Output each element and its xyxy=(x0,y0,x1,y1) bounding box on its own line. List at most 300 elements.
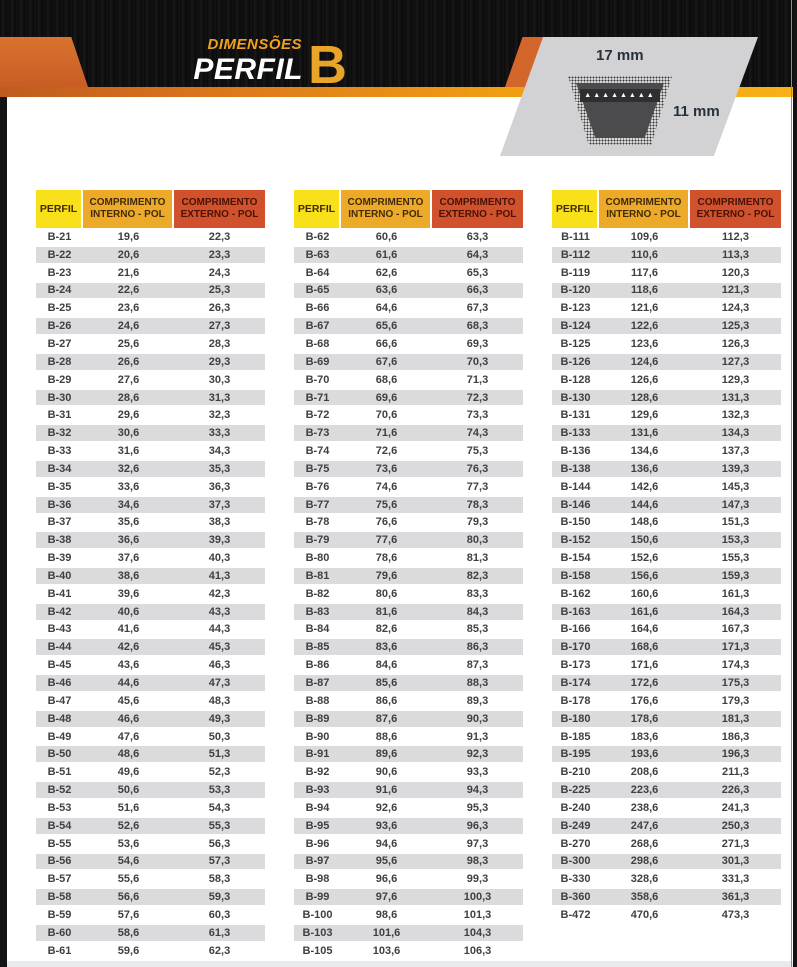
perfil-cell: B-98 xyxy=(305,873,330,886)
externo-cell: 75,3 xyxy=(466,445,489,458)
externo-cell: 48,3 xyxy=(208,694,231,707)
perfil-cell: B-99 xyxy=(305,891,330,904)
table-row xyxy=(294,246,523,264)
interno-cell: 126,6 xyxy=(630,373,659,386)
perfil-cell: B-144 xyxy=(560,480,591,493)
perfil-cell: B-95 xyxy=(305,819,330,832)
table-row xyxy=(36,710,265,728)
perfil-cell: B-78 xyxy=(305,516,330,529)
interno-cell: 27,6 xyxy=(117,373,140,386)
externo-cell: 82,3 xyxy=(466,569,489,582)
interno-cell: 101,6 xyxy=(372,926,401,939)
belt-cords-icon: ▲▲▲▲▲▲▲▲ xyxy=(580,89,660,102)
interno-cell: 68,6 xyxy=(375,373,398,386)
perfil-cell: B-35 xyxy=(47,480,72,493)
perfil-cell: B-57 xyxy=(47,873,72,886)
externo-cell: 113,3 xyxy=(722,248,749,261)
externo-cell: 147,3 xyxy=(721,498,750,511)
interno-cell: 92,6 xyxy=(375,801,398,814)
table-header xyxy=(36,190,265,228)
interno-cell: 85,6 xyxy=(375,677,398,690)
perfil-cell: B-94 xyxy=(305,801,330,814)
table-row xyxy=(552,906,781,924)
table-row xyxy=(552,424,781,442)
interno-cell: 176,6 xyxy=(630,694,659,707)
table-row xyxy=(552,674,781,692)
interno-cell: 121,6 xyxy=(630,302,659,315)
interno-cell: 66,6 xyxy=(375,337,398,350)
perfil-cell: B-330 xyxy=(560,873,591,886)
interno-cell: 208,6 xyxy=(630,766,659,779)
perfil-cell: B-22 xyxy=(47,248,72,261)
table-row xyxy=(552,621,781,639)
perfil-cell: B-74 xyxy=(305,445,330,458)
perfil-cell: B-360 xyxy=(560,891,591,904)
perfil-cell: B-21 xyxy=(47,230,72,243)
table-row xyxy=(552,638,781,656)
perfil-cell: B-60 xyxy=(47,926,72,939)
interno-cell: 29,6 xyxy=(117,409,140,422)
page-title: PERFIL xyxy=(193,53,303,86)
perfil-cell: B-46 xyxy=(47,677,72,690)
perfil-cell: B-56 xyxy=(47,855,72,868)
perfil-cell: B-59 xyxy=(47,908,72,921)
externo-cell: 35,3 xyxy=(208,462,231,475)
interno-cell: 88,6 xyxy=(375,730,398,743)
table-row xyxy=(294,870,523,888)
perfil-cell: B-185 xyxy=(560,730,591,743)
externo-cell: 72,3 xyxy=(466,391,489,404)
perfil-cell: B-27 xyxy=(47,337,72,350)
table-row xyxy=(36,549,265,567)
table-row xyxy=(294,710,523,728)
perfil-cell: B-150 xyxy=(560,516,591,529)
perfil-cell: B-49 xyxy=(47,730,72,743)
table-row xyxy=(552,496,781,514)
table-row xyxy=(36,531,265,549)
table-row xyxy=(294,460,523,478)
externo-cell: 179,3 xyxy=(721,694,750,707)
interno-cell: 83,6 xyxy=(375,641,398,654)
perfil-cell: B-131 xyxy=(560,409,591,422)
table-row xyxy=(552,460,781,478)
perfil-cell: B-58 xyxy=(47,891,72,904)
interno-cell: 57,6 xyxy=(117,908,140,921)
table-row xyxy=(36,567,265,585)
externo-cell: 22,3 xyxy=(208,230,231,243)
table-row xyxy=(36,799,265,817)
table-row xyxy=(36,870,265,888)
interno-cell: 37,6 xyxy=(117,552,140,565)
interno-cell: 98,6 xyxy=(375,908,398,921)
table-row xyxy=(552,228,781,246)
externo-cell: 56,3 xyxy=(208,837,231,850)
externo-cell: 67,3 xyxy=(466,302,489,315)
perfil-cell: B-42 xyxy=(47,605,72,618)
interno-cell: 34,6 xyxy=(117,498,140,511)
perfil-cell: B-146 xyxy=(560,498,591,511)
page-edge-bottom xyxy=(0,961,797,967)
interno-cell: 148,6 xyxy=(630,516,659,529)
externo-cell: 31,3 xyxy=(208,391,231,404)
externo-cell: 28,3 xyxy=(208,337,231,350)
interno-cell: 122,6 xyxy=(630,320,659,333)
interno-cell: 67,6 xyxy=(375,355,398,368)
interno-cell: 86,6 xyxy=(375,694,398,707)
perfil-cell: B-472 xyxy=(560,908,591,921)
externo-cell: 127,3 xyxy=(721,355,750,368)
perfil-cell: B-64 xyxy=(305,266,330,279)
interno-cell: 172,6 xyxy=(630,677,659,690)
table-body xyxy=(294,228,523,960)
table-row xyxy=(36,603,265,621)
interno-cell: 160,6 xyxy=(630,587,659,600)
interno-cell: 24,6 xyxy=(117,320,140,333)
perfil-cell: B-67 xyxy=(305,320,330,333)
table-row xyxy=(294,478,523,496)
table-row xyxy=(294,638,523,656)
interno-cell: 31,6 xyxy=(117,445,140,458)
externo-cell: 90,3 xyxy=(466,712,489,725)
externo-cell: 34,3 xyxy=(208,445,231,458)
interno-cell: 82,6 xyxy=(375,623,398,636)
externo-cell: 52,3 xyxy=(208,766,231,779)
externo-cell: 161,3 xyxy=(721,587,750,600)
interno-cell: 328,6 xyxy=(630,873,659,886)
dimension-label-side: 11 mm xyxy=(673,103,720,120)
interno-cell: 124,6 xyxy=(630,355,659,368)
interno-cell: 76,6 xyxy=(375,516,398,529)
externo-cell: 40,3 xyxy=(208,552,231,565)
table-row xyxy=(552,478,781,496)
externo-cell: 38,3 xyxy=(208,516,231,529)
table-body xyxy=(36,228,265,960)
perfil-cell: B-158 xyxy=(560,569,591,582)
externo-cell: 26,3 xyxy=(208,302,231,315)
perfil-cell: B-152 xyxy=(560,534,591,547)
interno-cell: 73,6 xyxy=(375,462,398,475)
interno-cell: 93,6 xyxy=(375,819,398,832)
interno-cell: 152,6 xyxy=(630,552,659,565)
perfil-cell: B-128 xyxy=(560,373,591,386)
externo-cell: 94,3 xyxy=(466,784,489,797)
perfil-cell: B-54 xyxy=(47,819,72,832)
interno-cell: 64,6 xyxy=(375,302,398,315)
table-row xyxy=(294,549,523,567)
perfil-cell: B-30 xyxy=(47,391,72,404)
externo-cell: 167,3 xyxy=(721,623,750,636)
externo-cell: 121,3 xyxy=(721,284,750,297)
externo-cell: 49,3 xyxy=(208,712,231,725)
interno-cell: 96,6 xyxy=(375,873,398,886)
profile-letter: B xyxy=(308,35,347,95)
perfil-cell: B-111 xyxy=(561,230,590,243)
perfil-cell: B-41 xyxy=(47,587,72,600)
externo-cell: 120,3 xyxy=(721,266,750,279)
interno-cell: 298,6 xyxy=(630,855,659,868)
perfil-cell: B-112 xyxy=(560,248,591,261)
perfil-cell: B-26 xyxy=(47,320,72,333)
perfil-cell: B-79 xyxy=(305,534,330,547)
table-row xyxy=(552,710,781,728)
col-header-perfil: PERFIL xyxy=(294,190,339,228)
perfil-cell: B-52 xyxy=(47,784,72,797)
externo-cell: 27,3 xyxy=(208,320,231,333)
perfil-cell: B-138 xyxy=(560,462,591,475)
interno-cell: 74,6 xyxy=(375,480,398,493)
externo-cell: 131,3 xyxy=(721,391,750,404)
table-row xyxy=(36,817,265,835)
externo-cell: 46,3 xyxy=(208,659,231,672)
interno-cell: 65,6 xyxy=(375,320,398,333)
perfil-cell: B-170 xyxy=(560,641,591,654)
perfil-cell: B-31 xyxy=(47,409,72,422)
externo-cell: 186,3 xyxy=(721,730,750,743)
perfil-cell: B-173 xyxy=(560,659,591,672)
externo-cell: 60,3 xyxy=(208,908,231,921)
externo-cell: 99,3 xyxy=(466,873,489,886)
table-row xyxy=(552,835,781,853)
table-row xyxy=(36,424,265,442)
table-row xyxy=(36,389,265,407)
externo-cell: 32,3 xyxy=(208,409,231,422)
interno-cell: 39,6 xyxy=(117,587,140,600)
table-row xyxy=(36,853,265,871)
perfil-cell: B-24 xyxy=(47,284,72,297)
perfil-cell: B-83 xyxy=(305,605,330,618)
externo-cell: 41,3 xyxy=(208,569,231,582)
externo-cell: 87,3 xyxy=(466,659,489,672)
externo-cell: 129,3 xyxy=(721,373,750,386)
page-edge-left xyxy=(0,97,7,967)
perfil-cell: B-80 xyxy=(305,552,330,565)
interno-cell: 40,6 xyxy=(117,605,140,618)
table-row xyxy=(294,835,523,853)
interno-cell: 84,6 xyxy=(375,659,398,672)
externo-cell: 55,3 xyxy=(208,819,231,832)
externo-cell: 61,3 xyxy=(208,926,231,939)
perfil-cell: B-90 xyxy=(305,730,330,743)
table-row xyxy=(294,906,523,924)
table-row xyxy=(294,656,523,674)
externo-cell: 181,3 xyxy=(721,712,750,725)
perfil-cell: B-70 xyxy=(305,373,330,386)
table-row xyxy=(552,585,781,603)
perfil-cell: B-87 xyxy=(305,677,330,690)
externo-cell: 44,3 xyxy=(208,623,231,636)
externo-cell: 174,3 xyxy=(721,659,750,672)
interno-cell: 129,6 xyxy=(630,409,659,422)
col-header-externo: COMPRIMENTO EXTERNO - POL xyxy=(690,190,781,228)
interno-cell: 61,6 xyxy=(375,248,398,261)
externo-cell: 39,3 xyxy=(208,534,231,547)
interno-cell: 51,6 xyxy=(117,801,140,814)
interno-cell: 38,6 xyxy=(117,569,140,582)
externo-cell: 33,3 xyxy=(208,427,231,440)
table-row xyxy=(36,781,265,799)
externo-cell: 62,3 xyxy=(208,944,231,957)
col-header-perfil: PERFIL xyxy=(552,190,597,228)
interno-cell: 19,6 xyxy=(117,230,140,243)
belt-table-1 xyxy=(36,190,265,960)
perfil-cell: B-100 xyxy=(302,908,333,921)
externo-cell: 71,3 xyxy=(466,373,489,386)
perfil-cell: B-68 xyxy=(305,337,330,350)
table-row xyxy=(294,371,523,389)
perfil-cell: B-81 xyxy=(305,569,330,582)
table-row xyxy=(294,817,523,835)
table-header xyxy=(294,190,523,228)
externo-cell: 29,3 xyxy=(208,355,231,368)
perfil-cell: B-93 xyxy=(305,784,330,797)
perfil-cell: B-86 xyxy=(305,659,330,672)
table-row xyxy=(552,371,781,389)
interno-cell: 87,6 xyxy=(375,712,398,725)
table-row xyxy=(36,924,265,942)
perfil-cell: B-154 xyxy=(560,552,591,565)
table-row xyxy=(294,299,523,317)
interno-cell: 89,6 xyxy=(375,748,398,761)
table-row xyxy=(552,531,781,549)
interno-cell: 47,6 xyxy=(117,730,140,743)
table-row xyxy=(36,942,265,960)
table-row xyxy=(294,389,523,407)
table-row xyxy=(36,496,265,514)
externo-cell: 473,3 xyxy=(721,908,750,921)
interno-cell: 358,6 xyxy=(630,891,659,904)
externo-cell: 164,3 xyxy=(721,605,750,618)
externo-cell: 68,3 xyxy=(466,320,489,333)
table-row xyxy=(36,514,265,532)
interno-cell: 35,6 xyxy=(117,516,140,529)
table-row xyxy=(294,282,523,300)
interno-cell: 58,6 xyxy=(117,926,140,939)
table-row xyxy=(36,621,265,639)
perfil-cell: B-62 xyxy=(305,230,330,243)
interno-cell: 77,6 xyxy=(375,534,398,547)
table-row xyxy=(294,853,523,871)
page-edge-right xyxy=(793,0,797,967)
table-row xyxy=(36,442,265,460)
interno-cell: 70,6 xyxy=(375,409,398,422)
table-row xyxy=(294,496,523,514)
perfil-cell: B-96 xyxy=(305,837,330,850)
perfil-cell: B-34 xyxy=(47,462,72,475)
externo-cell: 250,3 xyxy=(721,819,750,832)
table-row xyxy=(552,567,781,585)
table-row xyxy=(552,299,781,317)
perfil-cell: B-225 xyxy=(560,784,591,797)
externo-cell: 175,3 xyxy=(721,677,750,690)
externo-cell: 125,3 xyxy=(721,320,750,333)
table-row xyxy=(36,246,265,264)
col-header-perfil: PERFIL xyxy=(36,190,81,228)
externo-cell: 45,3 xyxy=(208,641,231,654)
interno-cell: 142,6 xyxy=(630,480,659,493)
table-row xyxy=(294,442,523,460)
perfil-cell: B-48 xyxy=(47,712,72,725)
col-header-interno: COMPRIMENTO INTERNO - POL xyxy=(599,190,688,228)
table-row xyxy=(294,781,523,799)
perfil-cell: B-270 xyxy=(560,837,591,850)
perfil-cell: B-119 xyxy=(560,266,591,279)
perfil-cell: B-240 xyxy=(560,801,591,814)
table-row xyxy=(36,692,265,710)
externo-cell: 271,3 xyxy=(721,837,750,850)
perfil-cell: B-39 xyxy=(47,552,72,565)
page-edge-line xyxy=(791,0,792,967)
interno-cell: 168,6 xyxy=(630,641,659,654)
perfil-cell: B-125 xyxy=(560,337,591,350)
table-row xyxy=(36,317,265,335)
perfil-cell: B-37 xyxy=(47,516,72,529)
interno-cell: 247,6 xyxy=(630,819,659,832)
interno-cell: 183,6 xyxy=(630,730,659,743)
belt-table-3 xyxy=(552,190,781,960)
perfil-cell: B-76 xyxy=(305,480,330,493)
perfil-cell: B-44 xyxy=(47,641,72,654)
externo-cell: 74,3 xyxy=(466,427,489,440)
externo-cell: 43,3 xyxy=(208,605,231,618)
perfil-cell: B-89 xyxy=(305,712,330,725)
col-header-interno: COMPRIMENTO INTERNO - POL xyxy=(341,190,430,228)
interno-cell: 103,6 xyxy=(372,944,401,957)
table-row xyxy=(294,692,523,710)
interno-cell: 131,6 xyxy=(630,427,659,440)
interno-cell: 128,6 xyxy=(630,391,659,404)
table-row xyxy=(36,299,265,317)
perfil-cell: B-82 xyxy=(305,587,330,600)
table-row xyxy=(552,817,781,835)
externo-cell: 54,3 xyxy=(208,801,231,814)
perfil-cell: B-36 xyxy=(47,498,72,511)
table-body xyxy=(552,228,781,924)
table-row xyxy=(294,335,523,353)
externo-cell: 134,3 xyxy=(721,427,750,440)
interno-cell: 45,6 xyxy=(117,694,140,707)
table-row xyxy=(552,389,781,407)
perfil-cell: B-180 xyxy=(560,712,591,725)
perfil-cell: B-45 xyxy=(47,659,72,672)
table-row xyxy=(36,282,265,300)
interno-cell: 238,6 xyxy=(630,801,659,814)
table-row xyxy=(36,460,265,478)
externo-cell: 137,3 xyxy=(721,445,750,458)
perfil-cell: B-136 xyxy=(560,445,591,458)
interno-cell: 470,6 xyxy=(630,908,659,921)
externo-cell: 50,3 xyxy=(208,730,231,743)
perfil-cell: B-103 xyxy=(302,926,333,939)
table-row xyxy=(552,745,781,763)
externo-cell: 84,3 xyxy=(466,605,489,618)
perfil-cell: B-40 xyxy=(47,569,72,582)
externo-cell: 226,3 xyxy=(721,784,750,797)
col-header-interno: COMPRIMENTO INTERNO - POL xyxy=(83,190,172,228)
externo-cell: 70,3 xyxy=(466,355,489,368)
interno-cell: 161,6 xyxy=(630,605,659,618)
interno-cell: 164,6 xyxy=(630,623,659,636)
interno-cell: 46,6 xyxy=(117,712,140,725)
tables-container xyxy=(36,190,781,960)
table-row xyxy=(294,942,523,960)
externo-cell: 58,3 xyxy=(208,873,231,886)
externo-cell: 64,3 xyxy=(466,248,489,261)
interno-cell: 52,6 xyxy=(117,819,140,832)
externo-cell: 196,3 xyxy=(721,748,750,761)
table-row xyxy=(294,406,523,424)
externo-cell: 83,3 xyxy=(466,587,489,600)
externo-cell: 89,3 xyxy=(466,694,489,707)
